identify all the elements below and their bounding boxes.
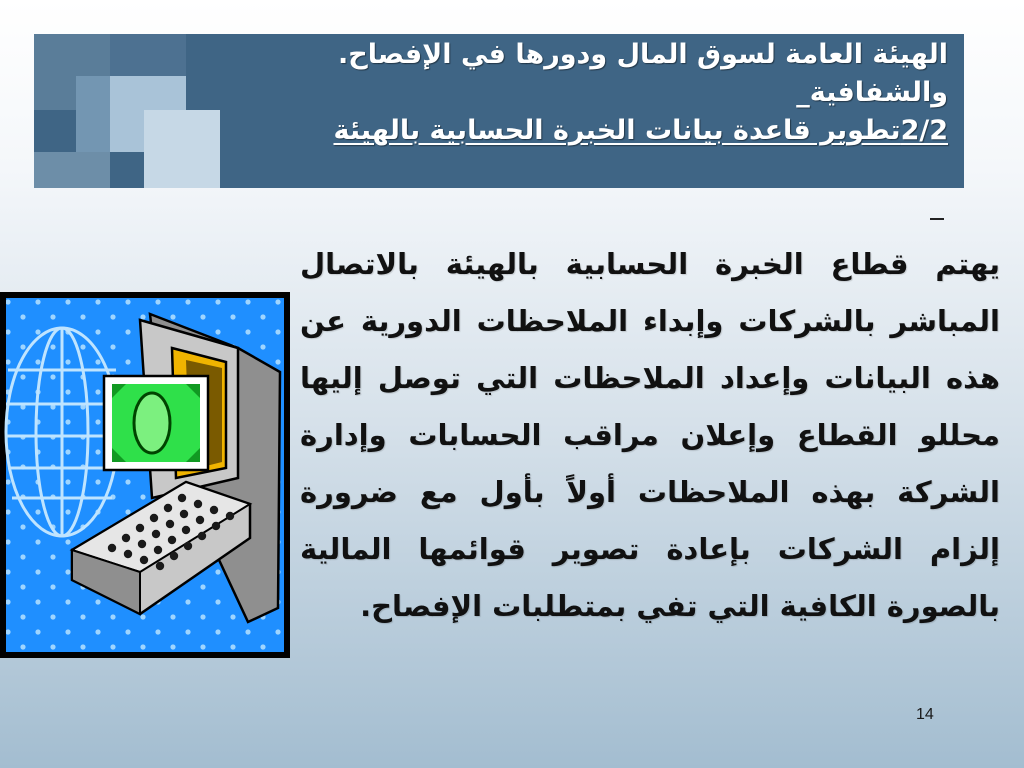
title-line-1: الهيئة العامة لسوق المال ودورها في الإفصاح. <box>338 39 948 70</box>
decorative-square <box>110 34 186 76</box>
body-paragraph: يهتم قطاع الخبرة الحسابية بالهيئة بالاتصال المباشر بالشركات وإبداء الملاحظات الدورية عن هذه البيانات وإعداد الملاحظات التي توصل إليها محللو القطاع وإعلان مراقب الحسابات وإدارة الشركة بهذه الملاحظات أولاً بأول مع ضرورة إلزام الشركات بإعادة تصوير قوائمها المالية بالصورة الكافية التي تفي بمتطلبات الإفصاح. <box>300 247 1000 623</box>
title-line-2: والشفافية_ <box>796 77 948 108</box>
decorative-square <box>144 110 220 188</box>
money-icon <box>104 376 208 470</box>
decorative-square <box>34 152 110 188</box>
title-banner <box>34 34 964 188</box>
underline-dash <box>930 218 944 220</box>
computer-clipart <box>0 292 290 658</box>
slide-title <box>248 36 948 150</box>
page-number: 14 <box>916 706 934 723</box>
title-line-3: 2/2تطوير قاعدة بيانات الخبرة الحسابية بالهيئة <box>333 115 948 146</box>
